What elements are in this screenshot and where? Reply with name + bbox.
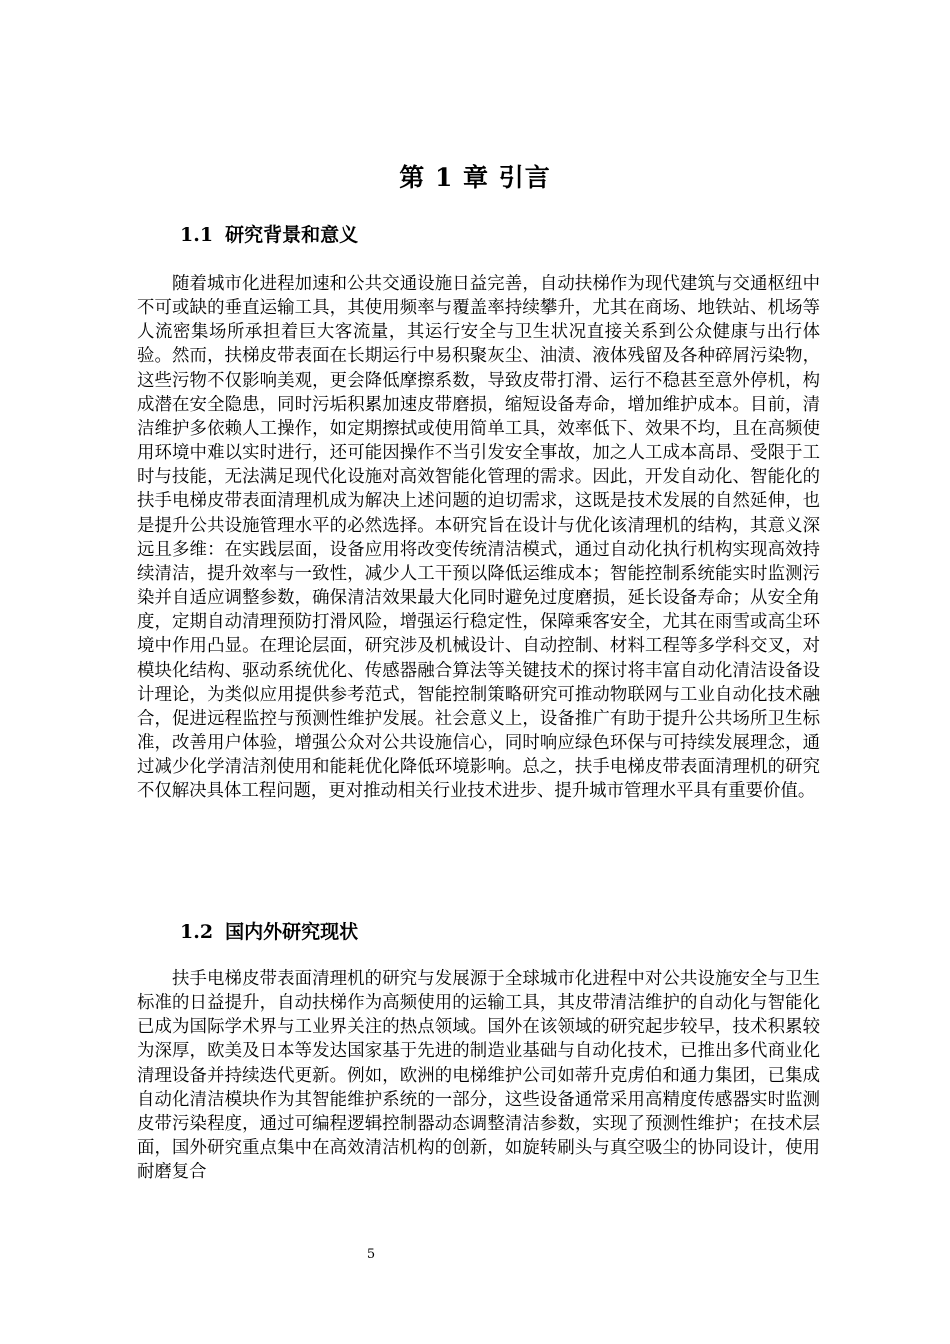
body-paragraph-1-1: 随着城市化进程加速和公共交通设施日益完善，自动扶梯作为现代建筑与交通枢纽中不可或缺的垂直运输工具，其使用频率与覆盖率持续攀升，尤其在商场、地铁站、机场等人流密集场所承担着巨大客流量，其运行安全与卫生状况直接关系到公众健康与出行体验。然而，扶梯皮带表面在长期运行中易积聚灰尘、油渍、液体残留及各种碎屑污染物，这些污物不仅影响美观，更会降低摩擦系数，导致皮带打滑、运行不稳甚至意外停机，构成潜在安全隐患，同时污垢积累加速皮带磨损，缩短设备寿命，增加维护成本。目前，清洁维护多依赖人工操作，如定期擦拭或使用简单工具，效率低下、效果不均，且在高频使用环境中难以实时进行，还可能因操作不当引发安全事故，加之人工成本高昂、受限于工时与技能，无法满足现代化设施对高效智能化管理的需求。因此，开发自动化、智能化的扶手电梯皮带表面清理机成为解决上述问题的迫切需求，这既是技术发展的自然延伸，也是提升公共设施管理水平的必然选择。本研究旨在设计与优化该清理机的结构，其意义深远且多维：在实践层面，设备应用将改变传统清洁模式，通过自动化执行机构实现高效持续清洁，提升效率与一致性，减少人工干预以降低运维成本；智能控制系统能实时监测污染并自适应调整参数，确保清洁效果最大化同时避免过度磨损，延长设备寿命；从安全角度，定期自动清理预防打滑风险，增强运行稳定性，保障乘客安全，尤其在雨雪或高尘环境中作用凸显。在理论层面，研究涉及机械设计、自动控制、材料工程等多学科交叉，对模块化结构、驱动系统优化、传感器融合算法等关键技术的探讨将丰富自动化清洁设备设计理论，为类似应用提供参考范式，智能控制策略研究可推动物联网与工业自动化技术融合，促进远程监控与预测性维护发展。社会意义上，设备推广有助于提升公共场所卫生标准，改善用户体验，增强公众对公共设施信心，同时响应绿色环保与可持续发展理念，通过减少化学清洁剂使用和能耗优化降低环境影响。总之，扶手电梯皮带表面清理机的研究不仅解决具体工程问题，更对推动相关行业技术进步、提升城市管理水平具有重要价值。 (137, 274, 820, 802)
section-title-text: 国内外研究现状 (225, 921, 359, 943)
section-heading-1-1 (180, 221, 358, 249)
body-paragraph-1-2: 扶手电梯皮带表面清理机的研究与发展源于全球城市化进程中对公共设施安全与卫生标准的日益提升，自动扶梯作为高频使用的运输工具，其皮带清洁维护的自动化与智能化已成为国际学术界与工业界关注的热点领域。国外在该领域的研究起步较早，技术积累较为深厚，欧美及日本等发达国家基于先进的制造业基础与自动化技术，已推出多代商业化清理设备并持续迭代更新。例如，欧洲的电梯维护公司如蒂升克虏伯和通力集团，已集成自动化清洁模块作为其智能维护系统的一部分，这些设备通常采用高精度传感器实时监测皮带污染程度，通过可编程逻辑控制器动态调整清洁参数，实现了预测性维护；在技术层面，国外研究重点集中在高效清洁机构的创新，如旋转刷头与真空吸尘的协同设计，使用耐磨复合 (137, 969, 820, 1183)
chapter-title: 第 1 章 引言 (399, 163, 551, 192)
page-number: 5 (366, 1247, 376, 1262)
section-heading-1-2 (180, 918, 358, 946)
section-number: 1.2 (180, 921, 214, 943)
section-title-text: 研究背景和意义 (225, 224, 359, 246)
section-number: 1.1 (180, 224, 214, 246)
